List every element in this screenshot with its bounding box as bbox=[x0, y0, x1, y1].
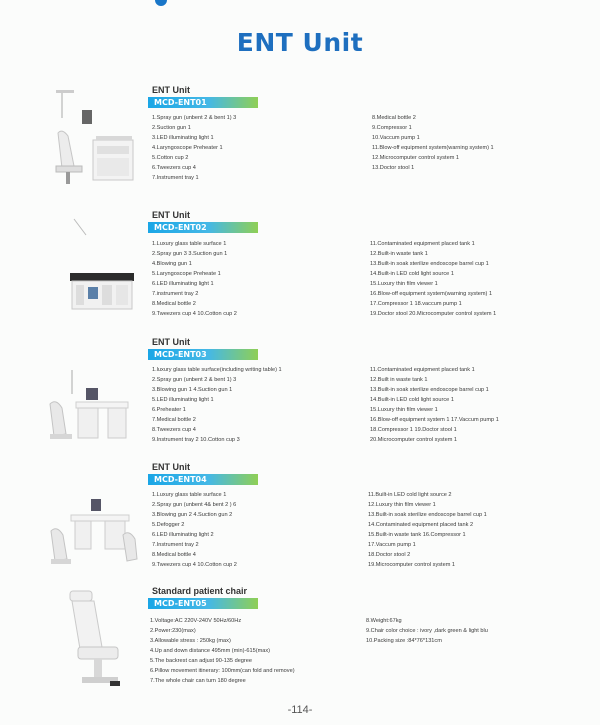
model-code: MCD-ENT04 bbox=[154, 475, 207, 484]
product-section-ent03 bbox=[0, 336, 600, 451]
spec-item: 1.luxury glass table surface(including writing table) 1 bbox=[152, 367, 282, 373]
model-code-badge bbox=[148, 349, 258, 360]
spec-item: 6.Tweezers cup 4 bbox=[152, 165, 196, 171]
spec-item: 6.LED illuminating light 2 bbox=[152, 532, 214, 538]
spec-item: 13.Built-in soak sterilize endoscope barrel cup 1 bbox=[368, 512, 487, 518]
spec-item: 6.Pillow movement itinerary: 100mm(can fold and remove) bbox=[150, 668, 295, 674]
model-code-badge bbox=[148, 474, 258, 485]
spec-item: 10.Vaccum pump 1 bbox=[372, 135, 420, 141]
spec-item: 15.Luxury thin film viewer 1 bbox=[370, 407, 438, 413]
product-section-ent04 bbox=[0, 461, 600, 576]
spec-list-left bbox=[152, 490, 237, 570]
spec-item: 11.Built-in LED cold light source 2 bbox=[368, 492, 452, 498]
patient-chair-image bbox=[60, 585, 140, 695]
spec-item: 8.Medical bottle 2 bbox=[372, 115, 416, 121]
spec-item: 12.Microcomputer control system 1 bbox=[372, 155, 460, 161]
section-heading: Standard patient chair bbox=[152, 586, 248, 596]
model-code: MCD-ENT05 bbox=[154, 599, 207, 608]
spec-list-left bbox=[152, 113, 236, 183]
spec-item: 13.Built-in soak sterilize endoscope barrel cup 1 bbox=[370, 261, 489, 267]
spec-item: 13.Built-in soak sterilize endoscope barrel cup 1 bbox=[370, 387, 489, 393]
spec-item: 12.Built in waste tank 1 bbox=[370, 377, 428, 383]
page-title: ENT Unit bbox=[236, 28, 364, 57]
spec-item: 5.Defogger 2 bbox=[152, 522, 185, 528]
spec-item: 4.Up and down distance 495mm (min)-615(max) bbox=[150, 648, 271, 654]
spec-list-right bbox=[372, 113, 494, 173]
spec-item: 16.Blow-off equipment system 1 17.Vaccum pump 1 bbox=[370, 417, 499, 423]
spec-list-right bbox=[366, 616, 488, 646]
page-number: -114- bbox=[287, 704, 313, 716]
spec-item: 6.Preheater 1 bbox=[152, 407, 186, 413]
spec-item: 3.LED illuminating light 1 bbox=[152, 135, 214, 141]
spec-item: 14.Built-in LED cold light source 1 bbox=[370, 397, 454, 403]
spec-item: 8.Medical bottle 4 bbox=[152, 552, 196, 558]
spec-list-left bbox=[150, 616, 295, 686]
ent-unit-03-image bbox=[42, 364, 142, 454]
spec-item: 9.Tweezers cup 4 10.Cotton cup 2 bbox=[152, 311, 237, 317]
spec-item: 2.Spray gun (unbent 2 & bent 1) 3 bbox=[152, 377, 237, 383]
spec-item: 9.Chair color choice : ivory ,dark green & light blu bbox=[366, 628, 488, 634]
spec-item: 12.Built-in waste tank 1 bbox=[370, 251, 428, 257]
spec-item: 15.Luxury thin film viewer 1 bbox=[370, 281, 438, 287]
spec-item: 17.Vaccum pump 1 bbox=[368, 542, 416, 548]
top-accent-dot bbox=[155, 0, 167, 6]
section-heading: ENT Unit bbox=[152, 462, 190, 472]
spec-item: 8.Weight:67kg bbox=[366, 618, 402, 624]
spec-item: 3.Allowable stress : 250kg (max) bbox=[150, 638, 231, 644]
spec-item: 4.Blowing gun 1 bbox=[152, 261, 192, 267]
spec-item: 12.Luxury thin film viewer 1 bbox=[368, 502, 436, 508]
spec-item: 11.Blow-off equipment system(warning system) 1 bbox=[372, 145, 494, 151]
ent-unit-01-image bbox=[48, 88, 138, 188]
spec-item: 2.Power:230(max) bbox=[150, 628, 196, 634]
spec-item: 18.Compressor 1 19.Doctor stool 1 bbox=[370, 427, 457, 433]
spec-item: 5.Cotton cup 2 bbox=[152, 155, 189, 161]
spec-list-left bbox=[152, 239, 237, 319]
spec-item: 5.LED illuminating light 1 bbox=[152, 397, 214, 403]
spec-item: 20.Microcomputer control system 1 bbox=[370, 437, 458, 443]
spec-item: 2.Suction gun 1 bbox=[152, 125, 191, 131]
spec-item: 1.Luxury glass table surface 1 bbox=[152, 492, 227, 498]
spec-item: 14.Built-in LED cold light source 1 bbox=[370, 271, 454, 277]
spec-item: 16.Blow-off equipment system(warning system) 1 bbox=[370, 291, 493, 297]
spec-item: 4.Laryngoscope Preheater 1 bbox=[152, 145, 223, 151]
spec-item: 9.Compressor 1 bbox=[372, 125, 412, 131]
spec-item: 11.Contaminated equipment placed tank 1 bbox=[370, 367, 475, 373]
spec-item: 19.Doctor stool 20.Microcomputer control system 1 bbox=[370, 311, 497, 317]
spec-item: 13.Doctor stool 1 bbox=[372, 165, 415, 171]
spec-item: 7.Instrument tray 1 bbox=[152, 175, 199, 181]
section-heading: ENT Unit bbox=[152, 337, 190, 347]
spec-item: 8.Tweezers cup 4 bbox=[152, 427, 196, 433]
model-code-badge bbox=[148, 97, 258, 108]
spec-list-right bbox=[368, 490, 487, 570]
section-heading: ENT Unit bbox=[152, 210, 190, 220]
model-code: MCD-ENT02 bbox=[154, 223, 207, 232]
spec-item: 11.Contaminated equipment placed tank 1 bbox=[370, 241, 475, 247]
model-code: MCD-ENT01 bbox=[154, 98, 207, 107]
spec-item: 19.Microcomputer control system 1 bbox=[368, 562, 456, 568]
spec-item: 7.Medical bottle 2 bbox=[152, 417, 196, 423]
spec-item: 18.Doctor stool 2 bbox=[368, 552, 411, 558]
model-code: MCD-ENT03 bbox=[154, 350, 207, 359]
spec-item: 5.The backrest can adjust 90-135 degree bbox=[150, 658, 252, 664]
spec-item: 5.Laryngoscope Preheate 1 bbox=[152, 271, 221, 277]
spec-item: 9.Instrument tray 2 10.Cotton cup 3 bbox=[152, 437, 240, 443]
spec-item: 1.Voltage:AC 220V-240V 50Hz/60Hz bbox=[150, 618, 242, 624]
spec-item: 14.Contaminated equipment placed tank 2 bbox=[368, 522, 474, 528]
spec-item: 7.The whole chair can turn 180 degree bbox=[150, 678, 246, 684]
spec-item: 10.Packing size :84*76*131cm bbox=[366, 638, 442, 644]
spec-item: 7.Instrument tray 2 bbox=[152, 542, 199, 548]
spec-item: 15.Built-in waste tank 16.Compressor 1 bbox=[368, 532, 466, 538]
spec-item: 1.Spray gun (unbent 2 & bent 1) 3 bbox=[152, 115, 237, 121]
spec-list-left bbox=[152, 365, 282, 445]
spec-list-right bbox=[370, 239, 496, 319]
product-section-ent01 bbox=[0, 84, 600, 194]
ent-unit-04-image bbox=[45, 485, 145, 575]
ent-unit-02-image bbox=[62, 215, 152, 315]
spec-item: 9.Tweezers cup 4 10.Cotton cup 2 bbox=[152, 562, 237, 568]
spec-item: 1.Luxury glass table surface 1 bbox=[152, 241, 227, 247]
product-section-ent05 bbox=[0, 585, 600, 700]
product-section-ent02 bbox=[0, 209, 600, 324]
spec-item: 2.Spray gun (unbent 4& bent 2 ) 6 bbox=[152, 502, 237, 508]
spec-item: 6.LED illuminating light 1 bbox=[152, 281, 214, 287]
model-code-badge bbox=[148, 222, 258, 233]
spec-item: 2.Spray gun 3 3.Suction gun 1 bbox=[152, 251, 228, 257]
spec-item: 17.Compressor 1 18.vaccum pump 1 bbox=[370, 301, 462, 307]
model-code-badge bbox=[148, 598, 258, 609]
spec-item: 7.instrument tray 2 bbox=[152, 291, 199, 297]
spec-item: 3.Blowing gun 2 4.Suction gun 2 bbox=[152, 512, 233, 518]
spec-item: 3.Blowing gun 1 4.Suction gun 1 bbox=[152, 387, 233, 393]
section-heading: ENT Unit bbox=[152, 85, 190, 95]
spec-item: 8.Medical bottle 2 bbox=[152, 301, 196, 307]
spec-list-right bbox=[370, 365, 499, 445]
